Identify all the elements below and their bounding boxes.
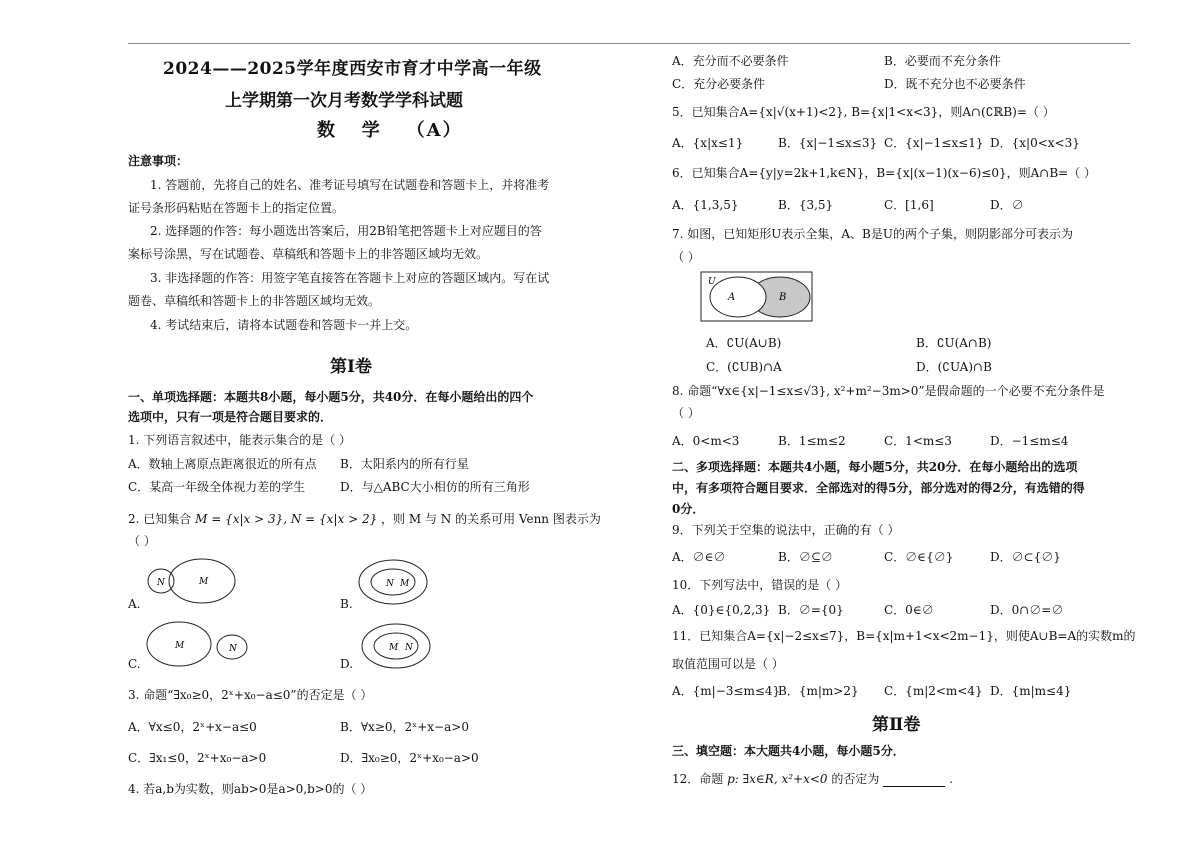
q12-stem: [672, 770, 953, 787]
q11-option-b: B．{m|m>2}: [778, 684, 859, 698]
q10-stem: 10．下列写法中，错误的是（ ）: [672, 578, 848, 592]
q10-option-a: A．{0}∈{0,2,3}: [672, 603, 771, 617]
exam-title-line1: 2024——2025学年度西安市育才中学高一年级: [163, 59, 542, 79]
q7-option-b: B．∁U(A∩B): [916, 336, 992, 350]
q8-option-d: D．−1≤m≤4: [990, 434, 1069, 448]
set-label-u: U: [708, 277, 716, 287]
q6-option-a: A．{1,3,5}: [672, 198, 739, 212]
q12-stem-end: .: [949, 772, 953, 786]
notice-line: 3. 非选择题的作答：用签字笔直接答在答题卡上对应的答题区域内。写在试: [150, 271, 550, 285]
section1-instruction: 一、单项选择题：本题共8小题，每小题5分，共40分．在每小题给出的四个: [128, 390, 534, 404]
q1-option-a: A．数轴上离原点距离很近的所有点: [128, 457, 317, 471]
q6-stem: 6．已知集合A={y|y=2k+1,k∈N}，B={x|(x−1)(x−6)≤0}，则A∩B=（ ）: [672, 166, 1097, 180]
section1-instruction: 选项中，只有一项是符合题目要求的．: [128, 410, 333, 424]
q8-option-a: A．0<m<3: [672, 434, 740, 448]
q1-option-d: D．与△ABC大小相仿的所有三角形: [340, 480, 530, 494]
q1-option-c: C．某高一年级全体视力差的学生: [128, 480, 306, 494]
q2-option-a-label: A.: [128, 597, 141, 611]
set-label-m: M: [400, 579, 410, 589]
q11-option-c: C．{m|2<m<4}: [884, 684, 983, 698]
notice-line: 4. 考试结束后，请将本试题卷和答题卡一并上交。: [150, 318, 418, 332]
q1-stem: 1. 下列语言叙述中，能表示集合的是（ ）: [128, 433, 352, 447]
set-label-a: A: [728, 292, 736, 303]
q1-option-b: B．太阳系内的所有行星: [340, 457, 469, 471]
q7-stem: 7. 如图，已知矩形U表示全集，A、B是U的两个子集，则阴影部分可表示为: [672, 227, 1073, 241]
notice-line: 题卷、草稿纸和答题卡上的非答题区域均无效。: [128, 294, 381, 308]
q3-option-d: D．∃x₀≥0，2ˣ+x₀−a>0: [340, 751, 479, 765]
q11-stem: 11．已知集合A={x|−2≤x≤7}，B={x|m+1<x<2m−1}，则使A∪B=A的实数m的: [672, 629, 1136, 643]
venn-diagram-q7: [700, 271, 814, 323]
q5-option-a: A．{x|x≤1}: [672, 136, 744, 150]
q2-stem-post: ，则 M 与 N 的关系可用 Venn 图表示为: [381, 512, 601, 526]
q9-stem: 9．下列关于空集的说法中，正确的有（ ）: [672, 523, 900, 537]
q5-stem: 5．已知集合A={x|√(x+1)<2}, B={x|1<x<3}，则A∩(∁ℝB)=（ ）: [672, 105, 1055, 119]
q12-stem-post: 的否定为: [831, 772, 880, 786]
venn-diagram-a: [140, 556, 250, 608]
set-label-m: M: [175, 641, 185, 651]
notice-line: 2. 选择题的作答：每小题选出答案后，用2B铅笔把答题卡上对应题目的答: [150, 224, 542, 238]
section2-instruction: 0分．: [672, 502, 705, 516]
set-label-n: N: [229, 644, 237, 654]
venn-diagram-c: [144, 620, 254, 672]
q4-option-c: C．充分必要条件: [672, 77, 766, 91]
part2-title: 第Ⅱ卷: [872, 715, 921, 735]
q4-option-b: B．必要而不充分条件: [884, 54, 1001, 68]
q7-paren: （ ）: [672, 250, 700, 264]
q4-stem: 4. 若a,b为实数，则ab>0是a>0,b>0的（ ）: [128, 782, 373, 796]
set-label-m: M: [199, 577, 209, 587]
q10-option-d: D．0∩∅=∅: [990, 603, 1064, 617]
q10-option-c: C．0∈∅: [884, 603, 934, 617]
q2-option-d-label: D.: [340, 657, 354, 671]
q3-option-b: B．∀x≥0，2ˣ+x−a>0: [340, 720, 469, 734]
exam-title-line2: 上学期第一次月考数学学科试题: [225, 91, 463, 111]
q6-option-b: B．{3,5}: [778, 198, 834, 212]
q5-option-b: B．{x|−1≤x≤3}: [778, 136, 878, 150]
q3-option-c: C．∃x₁≤0，2ˣ+x₀−a>0: [128, 751, 267, 765]
q9-option-b: B．∅⊆∅: [778, 550, 833, 564]
q11-option-d: D．{m|m≤4}: [990, 684, 1072, 698]
venn-diagram-b: [355, 556, 435, 610]
section2-instruction: 二、多项选择题：本题共4小题，每小题5分，共20分．在每小题给出的选项: [672, 460, 1078, 474]
q12-stem-math: p: ∃x∈R, x²+x<0: [727, 772, 828, 786]
notice-heading: 注意事项：: [128, 154, 189, 168]
notice-line: 案标号涂黑，写在试题卷、草稿纸和答题卡上的非答题区域均无效。: [128, 247, 489, 261]
q2-stem-pre: 2. 已知集合: [128, 512, 192, 526]
q9-option-c: C．∅∈{∅}: [884, 550, 954, 564]
q11-option-a: A．{m|−3≤m≤4}: [672, 684, 781, 698]
notice-line: 证号条形码粘贴在答题卡上的指定位置。: [128, 201, 345, 215]
q3-option-a: A．∀x≤0，2ˣ+x−a≤0: [128, 720, 257, 734]
q7-option-c: C．(∁UB)∩A: [706, 360, 782, 374]
q5-option-d: D．{x|0<x<3}: [990, 136, 1080, 150]
set-label-n: N: [405, 643, 413, 653]
section2-instruction: 中，有多项符合题目要求．全部选对的得5分，部分选对的得2分，有选错的得: [672, 481, 1085, 495]
q7-option-d: D．(∁UA)∩B: [916, 360, 992, 374]
q8-paren: （ ）: [672, 406, 700, 420]
notice-line: 1. 答题前，先将自己的姓名、准考证号填写在试题卷和答题卡上，并将准考: [150, 178, 550, 192]
q12-stem-pre: 12．命题: [672, 772, 724, 786]
q8-option-b: B．1≤m≤2: [778, 434, 846, 448]
venn-diagram-d: [358, 620, 438, 674]
part1-title: 第Ⅰ卷: [330, 357, 372, 377]
q11-stem-cont: 取值范围可以是（ ）: [672, 657, 784, 671]
q2-option-c-label: C.: [128, 657, 141, 671]
set-label-b: B: [779, 292, 787, 303]
set-label-m: M: [389, 643, 399, 653]
q7-option-a: A．∁U(A∪B): [706, 336, 782, 350]
q2-paren: （ ）: [128, 534, 156, 548]
set-label-n: N: [157, 578, 165, 588]
q4-option-d: D．既不充分也不必要条件: [884, 77, 1026, 91]
q2-stem: [128, 510, 601, 527]
q4-option-a: A．充分而不必要条件: [672, 54, 789, 68]
q6-option-c: C．[1,6]: [884, 198, 934, 212]
q9-option-d: D．∅⊂{∅}: [990, 550, 1061, 564]
answer-blank[interactable]: [883, 774, 945, 787]
q6-option-d: D．∅: [990, 198, 1024, 212]
exam-subject: 数 学 （A）: [317, 120, 463, 141]
q3-stem: 3. 命题“∃x₀≥0，2ˣ+x₀−a≤0”的否定是（ ）: [128, 688, 373, 702]
q9-option-a: A．∅∈∅: [672, 550, 726, 564]
q2-option-b-label: B.: [340, 597, 353, 611]
q8-option-c: C．1<m≤3: [884, 434, 952, 448]
top-rule: [128, 43, 1130, 44]
section3-instruction: 三、填空题：本大题共4小题，每小题5分．: [672, 744, 905, 758]
set-label-n: N: [386, 579, 394, 589]
q2-stem-math: M = {x|x > 3}, N = {x|x > 2}: [195, 512, 378, 526]
q5-option-c: C．{x|−1≤x≤1}: [884, 136, 984, 150]
q8-stem: 8. 命题“∀x∈{x|−1≤x≤√3}, x²+m²−3m>0”是假命题的一个必要不充分条件是: [672, 384, 1105, 398]
q10-option-b: B．∅={0}: [778, 603, 844, 617]
